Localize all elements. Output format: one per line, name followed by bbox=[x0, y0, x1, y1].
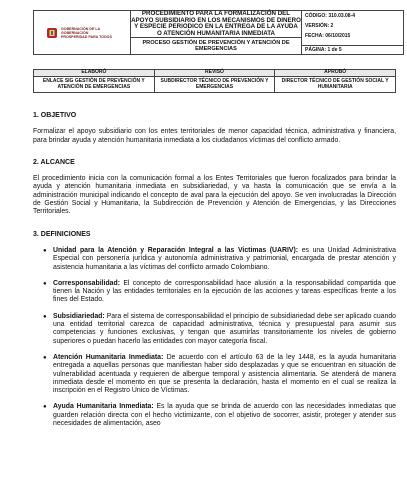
gobernacion-logo bbox=[34, 27, 130, 39]
aprobo-header: APROBÓ bbox=[275, 70, 396, 77]
definition-term: Subsidiariedad: bbox=[53, 312, 105, 320]
process-name: PROCESO GESTIÓN DE PREVENCIÓN Y ATENCIÓN DE EMERGENCIAS bbox=[131, 38, 302, 55]
bullet-icon: ● bbox=[43, 313, 47, 320]
document-date: FECHA: 06/10/2015 bbox=[305, 32, 351, 39]
list-item bbox=[33, 247, 396, 272]
bullet-icon: ● bbox=[43, 354, 47, 361]
definition-text: es una Unidad Administrativa Especial con personería jurídica y autonomía administrativa y patrimonial, encargada de prestar atención y asistencia humanitaria a las víctimas del conflicto armado Colombiano. bbox=[53, 246, 396, 271]
reviso-value: SUBDIRECTOR TÉCNICO DE PREVENCIÓN Y EMERGENCIAS bbox=[154, 77, 275, 93]
document-title: PROCEDIMIENTO PARA LA FORMALIZACIÓN DEL APOYO SUBSIDIARIO EN LOS MECANISMOS DE DINERO Y ESPECIE PERIODICO EN LA ENTREGA DE LA AYUDA O ATENCIÓN HUMANITARIA INMEDIATA bbox=[131, 10, 301, 37]
definition-term: Atención Humanitaria Inmediata: bbox=[53, 353, 164, 361]
list-item bbox=[33, 354, 396, 395]
aprobo-value: DIRECTOR TÉCNICO DE GESTIÓN SOCIAL Y HUMANITARIA bbox=[275, 77, 396, 93]
definition-term: Unidad para la Atención y Reparación Integral a las Victimas (UARIV): bbox=[53, 246, 299, 254]
section-alcance-text: El procedimiento inicia con la comunicación formal a los Entes Territoriales que fueron focalizados para brindar la ayuda y atención humanitaria inmediata en subsidiariedad, y va hasta la comunicación que se envía a la administración municipal indicando el concepto de aval para la ejecución del apoyo. Se ven involucradas la Dirección de Gestión Social y Humanitaria, la Subdirección de Prevención y Atención de Emergencias, y las Direcciones Territoriales. bbox=[33, 175, 396, 216]
definitions-list bbox=[33, 247, 396, 428]
definition-text: Para el sistema de corresponsabilidad el principio de subsidiariedad debe ser aplicado cuando una entidad territorial carezca de capacidad administrativa, técnica y presupuestal para asumir sus competencias y funciones exclusivas, y tengan que asumirlas transitoriamente los niveles de gobierno superiores o puedan hacerlo las entidades con mayor categoría fiscal. bbox=[53, 312, 396, 345]
document-code: CÓDIGO: 310.03.08-4 bbox=[305, 12, 356, 19]
list-item bbox=[33, 280, 396, 305]
section-alcance-title: 2. ALCANCE bbox=[33, 158, 75, 166]
list-item bbox=[33, 313, 396, 346]
page-number: PÁGINA: 1 de 5 bbox=[302, 45, 404, 54]
coat-of-arms-icon bbox=[46, 27, 58, 39]
document-version: VERSIÓN: 2 bbox=[305, 22, 334, 29]
section-definiciones-title: 3. DEFINICIONES bbox=[33, 230, 91, 238]
logo-text-2: GOBERNACIÓN bbox=[61, 30, 89, 35]
elaboro-header: ELABORÓ bbox=[34, 70, 155, 77]
section-objetivo-title: 1. OBJETIVO bbox=[33, 112, 77, 119]
definition-text: Es la ayuda que se brinda de acuerdo con las necesidades inmediatas que guarden relación directa con el hecho victimizante, con el objetivo de socorrer, asistir, proteger y atender sus necesidades de alimentación, aseo bbox=[53, 403, 396, 428]
section-objetivo-text: Formalizar el apoyo subsidiario con los entes territoriales de menor capacidad técnica, administrativa y financiera, para brindar ayuda y atención humanitaria inmediata a los ciudadanos víctimas del conflicto armado. bbox=[33, 128, 396, 144]
elaboro-value: ENLACE SIG GESTIÓN DE PREVENCIÓN Y ATENCIÓN DE EMERGENCIAS bbox=[34, 77, 155, 93]
bullet-icon: ● bbox=[43, 247, 47, 254]
definition-text: De acuerdo con el artículo 63 de la ley 1448, es la ayuda humanitaria entregada a aquellas personas que manifiestan haber sido desplazadas y que se encuentran en situación de vulnerabilidad acentuada y requieren de albergue temporal y asistencia alimentaria. Se atenderá de manera inmediata desde el momento en que se presenta la declaración, hasta el momento en el cual se realiza la inscripción en el Registro Único de Víctimas. bbox=[53, 353, 396, 395]
definition-term: Ayuda Humanitaria Inmediata: bbox=[53, 403, 154, 411]
document-header bbox=[33, 10, 404, 55]
bullet-icon: ● bbox=[43, 404, 47, 411]
reviso-header: REVISÓ bbox=[154, 70, 275, 77]
definition-text: El concepto de corresponsabilidad hace alusión a la responsabilidad compartida que tienen la Nación y las entidades territoriales en la ejecución de las acciones y tareas específicas frente a los fines del Estado. bbox=[53, 279, 396, 304]
approval-table bbox=[33, 69, 396, 93]
document-meta bbox=[302, 11, 404, 46]
definition-term: Corresponsabilidad: bbox=[53, 279, 121, 287]
list-item bbox=[33, 403, 396, 428]
bullet-icon: ● bbox=[43, 280, 47, 287]
document-body bbox=[33, 112, 396, 428]
logo-text-3: PROSPERIDAD PARA TODOS bbox=[61, 34, 112, 39]
logo-cell bbox=[34, 11, 131, 55]
logo-text-1: GOBERNACIÓN DE LA bbox=[61, 26, 101, 31]
